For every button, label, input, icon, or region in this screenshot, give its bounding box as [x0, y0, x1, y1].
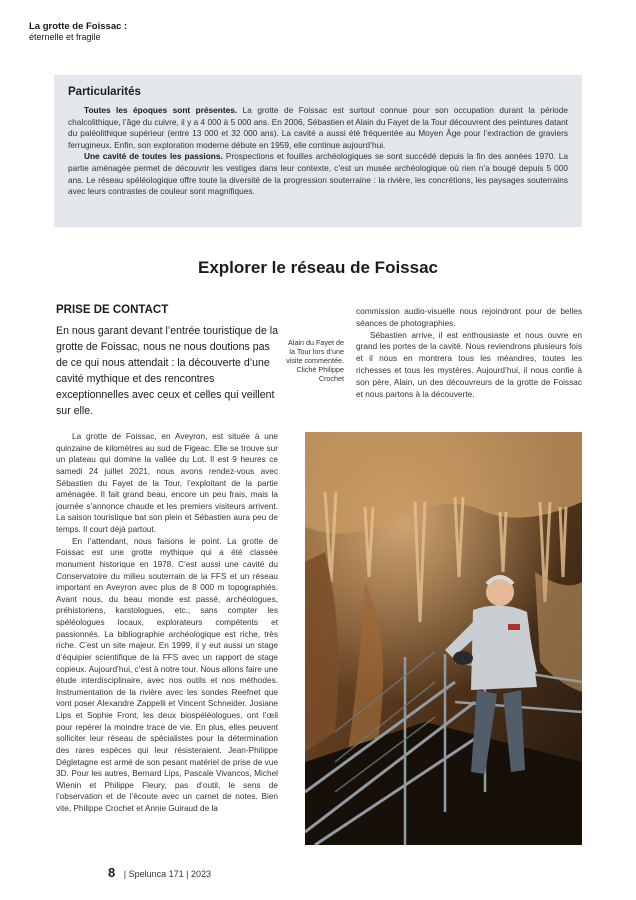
article-title: Explorer le réseau de Foissac [197, 258, 438, 277]
cave-photo-illustration [305, 432, 582, 845]
box-paragraph-lead: Toutes les époques sont présentes. [84, 105, 238, 115]
lead-paragraph: En nous garant devant l’entrée touristique de la grotte de Foissac, nous ne nous doutions pas de ce qui nous attendait : la découverte d’une cavité mythique et des rencontres exceptionnelles avec ceux et celles qui veillent sur elle. [56, 325, 279, 417]
body-column-text [56, 431, 278, 815]
photo-caption: Alain du Fayet de la Tour lors d’une visite commentée. Cliché Philippe Crochet [286, 338, 344, 384]
section-heading: PRISE DE CONTACT [56, 304, 169, 316]
right-column-text [356, 306, 582, 400]
box-paragraph-lead: Une cavité de toutes les passions. [84, 151, 223, 162]
right-column-paragraph: Sébastien arrive, il est enthousiaste et nous ouvre en grand les portes de la cavité. Nous reviendrons plusieurs fois et il nous en montrera tous les méandres, toutes les richesses et tous les mystères. Aujourd’hui, il nous confie à son père, Alain, un des découvreurs de la grotte de Foissac et nous partons à la découverte. [356, 329, 582, 399]
right-column-paragraph: commission audio-visuelle nous rejoindront pour de belles séances de photographies. [356, 306, 582, 328]
publication-info: | Spelunca 171 | 2023 [123, 869, 211, 879]
running-head-subtitle: éternelle et fragile [29, 32, 101, 42]
box-paragraph [68, 105, 568, 151]
body-paragraph: En l’attendant, nous faisons le point. La grotte de Foissac est une grotte mythique qui a été classée monument historique en 1978. C’est aussi une cavité du Conservatoire du milieu souterrain de la FFS et un réseau important en Aveyron avec plus de 8 000 m topographiés. Avant nous, du beau monde est passé, archéologues, préhistoriens, karstologues, etc., sans compter les spéléologues locaux, explorateurs compétents et passionnés. La bibliographie archéologique est riche, très riche. C’est un site majeur. En 1999, il y eut aussi un stage d’équipier scientifique de la FFS avec un rapport de stage copieux. Aujourd’hui, c’est à notre tour. Nous allons faire une étude interdisciplinaire, avec nos outils et nos méthodes. Instrumentation de la rivière avec les sondes Reefnet que vont poser Alexandre Zappelli et Vincent Schneider. Josiane Lips et Sophie Front, les deux biospéléologues, ont l’œil pour repérer la moindre trace de vie. En plus, elles peuvent solliciter leur réseau de spécialistes pour la détermination des rares espèces qui leur résisteraient. Jean-Philippe Dégletagne est armé de son pesant matériel de prise de vue 3D. Pour les autres, Bernard Lips, Pascale Vivancos, Michel Wienin et Philippe Fleury, pas d’outil, le sens de l’observation et de l’écoute avec un carnet de notes. Bien vite, Philippe Crochet et Annie Guiraud de la [56, 536, 278, 813]
box-paragraph-text: La grotte de Foissac est surtout connue pour son occupation durant la période chalcolithique, l’âge du cuivre, il y a 4 000 à 5 000 ans. En 2006, Sébastien et Alain du Fayet de la Tour découvrent des peintures datant du paléolithique supérieur (entre 13 000 et 32 000 ans). La cavité a aussi été fréquentée au Moyen Âge pour l’extraction de graviers ferrugineux. Enfin, son exploration moderne débute en 1959, elle continue aujourd’hui. [68, 105, 569, 150]
page-number: 8 [108, 865, 116, 880]
box-paragraph-text: Prospections et fouilles archéologiques se sont succédé depuis la fin des années 1970. La partie aménagée permet de découvrir les vestiges dans leur contexte, c’est un musée archéologique où rien n’a bougé depuis 5 000 ans. Le réseau spéléologique offre toute la diversité de la progression souterraine : la rivière, les concrétions, les paysages souterrains avec leurs contrastes de couleur sont magnifiques. [68, 151, 568, 197]
running-head [29, 21, 127, 43]
cave-photo [305, 432, 582, 845]
box-paragraph [68, 151, 568, 197]
page-footer [108, 865, 211, 880]
box-heading: Particularités [68, 86, 141, 98]
running-head-title: La grotte de Foissac : [29, 21, 128, 32]
body-paragraph: La grotte de Foissac, en Aveyron, est située à une quinzaine de kilomètres au sud de Figeac. Elle se trouve sur un plateau qui domine la vallée du Lot. Il est 9 heures ce samedi 24 juillet 2021, nous avons rendez-vous avec Sébastien du Fayet de la Tour, l’exploitant de la partie aménagée. Il fait grand beau, encore un peu frais, mais la journée s’annonce chaude et les premiers visiteurs arrivent. La saison touristique bat son plein et Sébastien aura peu de temps. Il court déjà partout. [56, 432, 278, 534]
particularites-box [54, 75, 582, 227]
